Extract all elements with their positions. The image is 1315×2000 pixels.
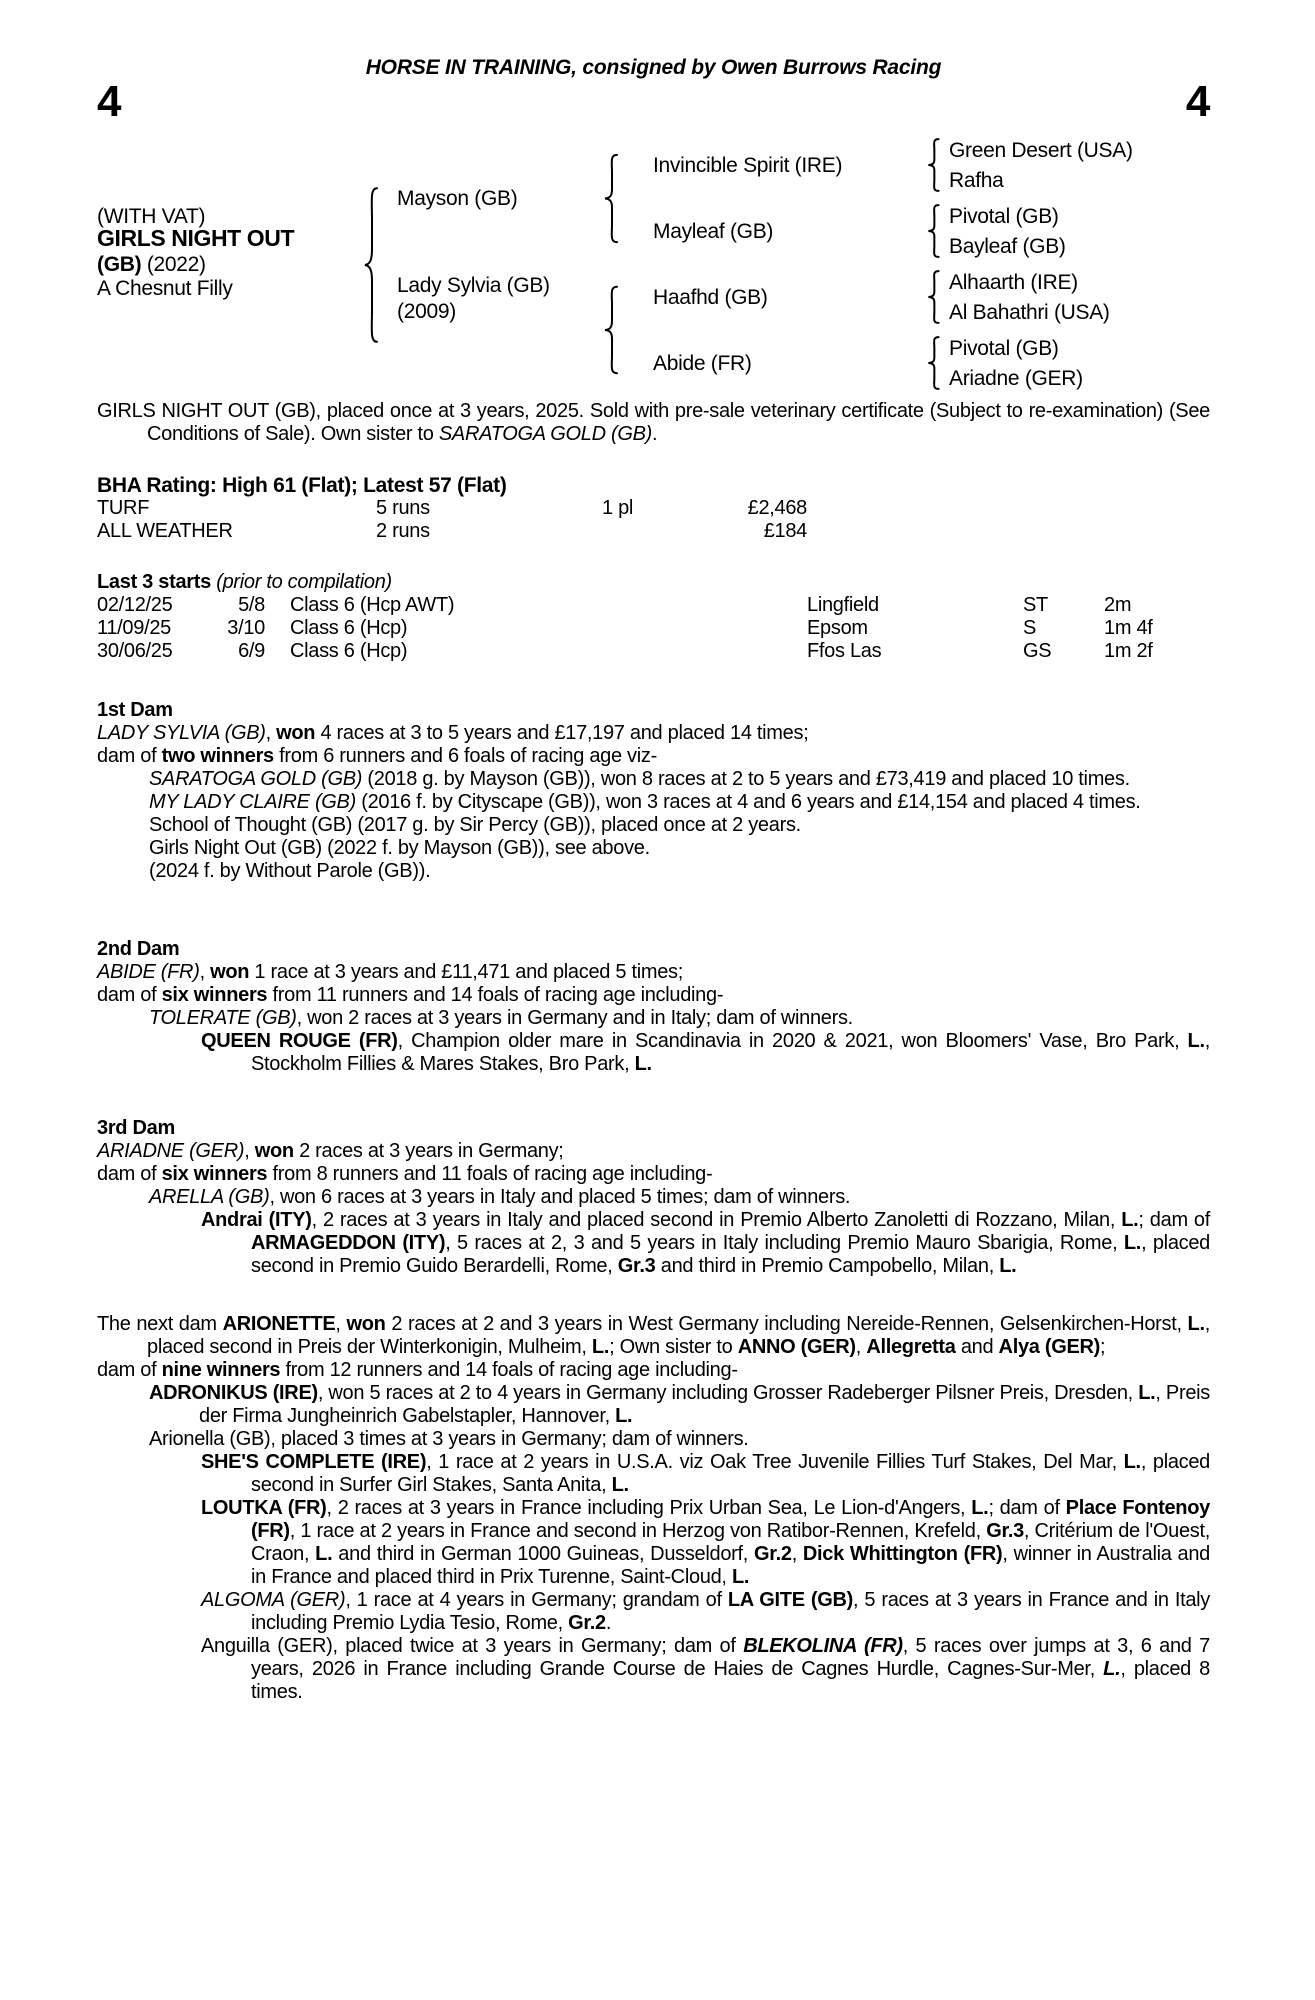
great-grandparent-name: Pivotal (GB) xyxy=(949,205,1059,228)
grandparent-name: Haafhd (GB) xyxy=(653,286,768,309)
text-run: (2016 f. by Cityscape (GB)), won 3 races at 4 and 6 years and £14,154 and placed 4 times. xyxy=(355,791,1141,813)
text-run: L. xyxy=(1187,1030,1205,1052)
text-run: BLEKOLINA (FR) xyxy=(743,1635,903,1657)
text-run: L. xyxy=(971,1497,989,1519)
text-run: ; dam of xyxy=(1138,1209,1210,1231)
text-run: L. xyxy=(615,1405,633,1427)
text-run: L. xyxy=(611,1474,629,1496)
text-run: ARMAGEDDON (ITY) xyxy=(251,1232,446,1254)
text-run: , xyxy=(199,961,211,983)
table-cell: 5 runs xyxy=(376,497,430,519)
text-run: (2018 g. by Mayson (GB)), won 8 races at 2 to 5 years and £73,419 and placed 10 times. xyxy=(362,768,1130,790)
dam-section-heading: 1st Dam xyxy=(97,699,173,721)
text-run: from 12 runners and 14 foals of racing age including- xyxy=(280,1359,738,1381)
text-run: L. xyxy=(731,1566,750,1588)
race-start-row xyxy=(97,594,1210,617)
text-run: , Critérium de l'Ouest, Craon, xyxy=(251,1520,1210,1565)
text-run: six winners xyxy=(161,984,268,1006)
last-3-starts-note: (prior to compilation) xyxy=(216,571,392,593)
text-run: L. xyxy=(1121,1209,1139,1231)
text-run: 4 races at 3 to 5 years and £17,197 and placed 14 times; xyxy=(315,722,809,744)
pedigree-brace xyxy=(361,185,381,345)
table-cell: Lingfield xyxy=(807,594,879,616)
pedigree-paragraph xyxy=(97,837,1210,860)
table-cell: 30/06/25 xyxy=(97,640,173,662)
last-3-starts-heading xyxy=(97,571,1210,594)
pedigree-paragraph xyxy=(97,814,1210,837)
great-grandparent-name: Al Bahathri (USA) xyxy=(949,301,1110,324)
text-run: ; xyxy=(1100,1336,1106,1358)
text-run: GIRLS NIGHT OUT (GB), placed once at 3 years, 2025. Sold with pre-sale veterinary certificate (Subject to re-examination) (See Conditions of Sale). Own sister to xyxy=(97,400,1210,445)
table-cell: GS xyxy=(1023,640,1052,662)
pedigree-paragraph xyxy=(97,745,1210,768)
text-run: , 2 races at 3 years in France including Prix Urban Sea, Le Lion-d'Angers, xyxy=(326,1497,972,1519)
text-run: , xyxy=(791,1543,803,1565)
text-run: Girls Night Out (GB) (2022 f. by Mayson (GB)), see above. xyxy=(149,837,650,859)
text-run: won xyxy=(346,1313,386,1335)
great-grandparent-name: Rafha xyxy=(949,169,1004,192)
text-run: . xyxy=(652,423,658,445)
pedigree-brace xyxy=(601,285,621,375)
text-run: Andrai (ITY) xyxy=(201,1209,312,1231)
horse-sex: A Chesnut Filly xyxy=(97,277,233,300)
grandparent-name: Abide (FR) xyxy=(653,352,752,375)
text-run: , 5 races at 3 years in France and in Italy including Premio Lydia Tesio, Rome, xyxy=(251,1589,1211,1634)
text-run: , 5 races at 2, 3 and 5 years in Italy including Premio Mauro Sbarigia, Rome, xyxy=(445,1232,1124,1254)
text-run: , xyxy=(335,1313,347,1335)
table-cell: 11/09/25 xyxy=(97,617,171,639)
pedigree-paragraph xyxy=(97,984,1210,1007)
text-run: , 2 races at 3 years in Italy and placed second in Premio Alberto Zanoletti di Rozzano, Milan, xyxy=(311,1209,1122,1231)
text-run: and third in Premio Campobello, Milan, xyxy=(655,1255,1000,1277)
bha-rating-table xyxy=(97,497,1210,543)
text-run: L. xyxy=(1138,1382,1156,1404)
text-run: Alya (GER) xyxy=(998,1336,1101,1358)
pedigree-paragraph xyxy=(97,1451,1210,1497)
text-run: Gr.3 xyxy=(617,1255,656,1277)
pedigree-paragraph xyxy=(97,722,1210,745)
pedigree-paragraph xyxy=(97,1163,1210,1186)
pedigree-brace xyxy=(925,138,942,192)
text-run: LOUTKA (FR) xyxy=(201,1497,327,1519)
table-cell: 2 runs xyxy=(376,520,430,542)
pedigree-paragraph xyxy=(97,1030,1210,1076)
pedigree-paragraph xyxy=(97,961,1210,984)
text-run: L. xyxy=(634,1053,652,1075)
grandparent-name: Invincible Spirit (IRE) xyxy=(653,154,843,177)
horse-country: (GB) xyxy=(97,253,142,276)
text-run: Dick Whittington (FR) xyxy=(802,1543,1003,1565)
text-run: 1 race at 3 years and £11,471 and placed 5 times; xyxy=(249,961,683,983)
text-run: , placed second in Preis der Winterkonigin, Mulheim, xyxy=(147,1313,1210,1358)
text-run: ALGOMA (GER) xyxy=(201,1589,346,1611)
table-cell: S xyxy=(1023,617,1037,639)
text-run: ; dam of xyxy=(988,1497,1066,1519)
pedigree-paragraph xyxy=(97,1313,1210,1359)
horse-description xyxy=(97,400,1210,446)
page-title: HORSE IN TRAINING, consigned by Owen Burrows Racing xyxy=(365,56,942,79)
lot-number-row xyxy=(97,77,1210,130)
dam-section xyxy=(97,699,1210,883)
text-run: Allegretta xyxy=(866,1336,956,1358)
text-run: L. xyxy=(1187,1313,1205,1335)
text-run: QUEEN ROUGE (FR) xyxy=(201,1030,398,1052)
table-cell: Ffos Las xyxy=(807,640,882,662)
text-run: ARIADNE (GER) xyxy=(97,1140,245,1162)
dam-sections xyxy=(97,699,1210,1704)
text-run: ; Own sister to xyxy=(609,1336,738,1358)
text-run: Place Fontenoy (FR) xyxy=(251,1497,1210,1542)
text-run: (2024 f. by Without Parole (GB)). xyxy=(149,860,431,882)
table-cell: Class 6 (Hcp) xyxy=(290,617,408,639)
horse-name: GIRLS NIGHT OUT xyxy=(97,225,295,251)
lot-number-left: 4 xyxy=(97,77,122,126)
text-run: , winner in Australia and in France and placed third in Prix Turenne, Saint-Cloud, xyxy=(251,1543,1210,1588)
sire-name: Mayson (GB) xyxy=(397,187,518,210)
dam-name: Lady Sylvia (GB) xyxy=(397,274,550,297)
table-cell: Class 6 (Hcp) xyxy=(290,640,408,662)
last-3-starts-block xyxy=(97,571,1210,663)
text-run: two winners xyxy=(161,745,274,767)
table-cell: ALL WEATHER xyxy=(97,520,233,542)
text-run: , placed second in Surfer Girl Stakes, Santa Anita, xyxy=(251,1451,1211,1496)
pedigree-brace xyxy=(925,204,942,258)
text-run: ANNO (GER) xyxy=(737,1336,856,1358)
great-grandparent-name: Alhaarth (IRE) xyxy=(949,271,1078,294)
text-run: L. xyxy=(1103,1658,1121,1680)
text-run: from 11 runners and 14 foals of racing age including- xyxy=(267,984,724,1006)
table-cell: 02/12/25 xyxy=(97,594,173,616)
text-run: 2 races at 3 years in Germany; xyxy=(293,1140,564,1162)
table-cell: Epsom xyxy=(807,617,868,639)
text-run: Gr.3 xyxy=(986,1520,1024,1542)
horse-year: (2022) xyxy=(146,253,206,276)
table-cell: ST xyxy=(1023,594,1048,616)
text-run: L. xyxy=(591,1336,610,1358)
table-cell: 6/9 xyxy=(238,640,265,662)
text-run: ABIDE (FR) xyxy=(97,961,200,983)
text-run: won xyxy=(276,722,316,744)
pedigree-paragraph xyxy=(97,1428,1210,1451)
text-run: dam of xyxy=(97,1163,162,1185)
pedigree-paragraph xyxy=(97,1589,1210,1635)
last-3-starts-table xyxy=(97,594,1210,663)
last-3-starts-title: Last 3 starts xyxy=(97,571,217,593)
pedigree-paragraph xyxy=(97,1007,1210,1030)
text-run: dam of xyxy=(97,1359,162,1381)
grandparent-name: Mayleaf (GB) xyxy=(653,220,774,243)
great-grandparent-name: Pivotal (GB) xyxy=(949,337,1059,360)
race-start-row xyxy=(97,640,1210,663)
text-run: Gr.2 xyxy=(568,1612,606,1634)
table-cell: £184 xyxy=(763,520,807,542)
great-grandparent-name: Bayleaf (GB) xyxy=(949,235,1066,258)
pedigree-paragraph xyxy=(97,1186,1210,1209)
text-run: TOLERATE (GB) xyxy=(149,1007,297,1029)
text-run: , Preis der Firma Jungheinrich Gabelstapler, Hannover, xyxy=(199,1382,1210,1427)
table-cell: 1m 2f xyxy=(1104,640,1153,662)
table-cell: £2,468 xyxy=(747,497,807,519)
text-run: , Stockholm Fillies & Mares Stakes, Bro Park, xyxy=(251,1030,1210,1075)
pedigree-brace xyxy=(925,336,942,390)
pedigree-paragraph xyxy=(97,1140,1210,1163)
text-run: , 5 races over jumps at 3, 6 and 7 years, 2026 in France including Grande Course de Haies de Cagnes Hurdle, Cagnes-Sur-Mer, xyxy=(251,1635,1211,1680)
text-run: won xyxy=(210,961,250,983)
dam-section xyxy=(97,1117,1210,1278)
text-run: Gr.2 xyxy=(753,1543,792,1565)
text-run: L. xyxy=(999,1255,1017,1277)
table-cell: 1m 4f xyxy=(1104,617,1153,639)
text-run: dam of xyxy=(97,745,162,767)
dam-section-heading: 2nd Dam xyxy=(97,938,180,960)
dam-year: (2009) xyxy=(397,300,456,323)
text-run: , placed second in Premio Guido Berardelli, Rome, xyxy=(251,1232,1210,1277)
text-run: LADY SYLVIA (GB) xyxy=(97,722,266,744)
text-run: L. xyxy=(315,1543,333,1565)
text-run: ADRONIKUS (IRE) xyxy=(149,1382,318,1404)
pedigree-paragraph xyxy=(97,768,1210,791)
text-run: SARATOGA GOLD (GB) xyxy=(149,768,363,790)
table-cell: 1 pl xyxy=(602,497,634,519)
dam-section xyxy=(97,1313,1210,1704)
race-start-row xyxy=(97,617,1210,640)
text-run: , placed 8 times. xyxy=(251,1658,1210,1703)
text-run: , xyxy=(855,1336,867,1358)
pedigree-chart xyxy=(97,130,1210,392)
text-run: won xyxy=(254,1140,294,1162)
text-run: LA GITE (GB) xyxy=(727,1589,854,1611)
bha-rating-heading: BHA Rating: High 61 (Flat); Latest 57 (Flat) xyxy=(97,474,507,497)
pedigree-paragraph xyxy=(97,860,1210,883)
table-cell: 5/8 xyxy=(238,594,265,616)
text-run: and xyxy=(955,1336,999,1358)
pedigree-brace xyxy=(925,270,942,324)
great-grandparent-name: Green Desert (USA) xyxy=(949,139,1133,162)
text-run: , Champion older mare in Scandinavia in 2020 & 2021, won Bloomers' Vase, Bro Park, xyxy=(397,1030,1188,1052)
pedigree-paragraph xyxy=(97,1497,1210,1589)
text-run: , won 2 races at 3 years in Germany and in Italy; dam of winners. xyxy=(296,1007,853,1029)
pedigree-brace xyxy=(601,153,621,244)
text-run: nine winners xyxy=(161,1359,281,1381)
dam-section xyxy=(97,938,1210,1076)
text-run: , 1 race at 2 years in U.S.A. viz Oak Tree Juvenile Fillies Turf Stakes, Del Mar, xyxy=(426,1451,1124,1473)
text-run: , xyxy=(265,722,277,744)
text-run: from 6 runners and 6 foals of racing age viz- xyxy=(273,745,657,767)
text-run: L. xyxy=(1123,1451,1141,1473)
dam-section-heading: 3rd Dam xyxy=(97,1117,175,1139)
with-vat-note: (WITH VAT) xyxy=(97,205,206,228)
text-run: from 8 runners and 11 foals of racing age including- xyxy=(267,1163,713,1185)
horse-country-year xyxy=(97,254,206,276)
text-run: , won 5 races at 2 to 4 years in Germany including Grosser Radeberger Pilsner Preis, Dresden, xyxy=(317,1382,1139,1404)
text-run: ARIONETTE xyxy=(222,1313,336,1335)
text-run: School of Thought (GB) (2017 g. by Sir Percy (GB)), placed once at 2 years. xyxy=(149,814,801,836)
pedigree-paragraph xyxy=(97,791,1210,814)
table-cell: 3/10 xyxy=(227,617,265,639)
text-run: , 1 race at 2 years in France and second in Herzog von Ratibor-Rennen, Krefeld, xyxy=(289,1520,987,1542)
text-run: , 1 race at 4 years in Germany; grandam of xyxy=(345,1589,728,1611)
pedigree-paragraph xyxy=(97,1359,1210,1382)
pedigree-paragraph xyxy=(97,1635,1210,1704)
pedigree-paragraph xyxy=(97,1209,1210,1278)
text-run: , xyxy=(244,1140,255,1162)
text-run: Arionella (GB), placed 3 times at 3 years in Germany; dam of winners. xyxy=(149,1428,749,1450)
table-cell: 2m xyxy=(1104,594,1132,616)
text-run: The next dam xyxy=(97,1313,223,1335)
pedigree-paragraph xyxy=(97,1382,1210,1428)
great-grandparent-name: Ariadne (GER) xyxy=(949,367,1083,390)
text-run: and third in German 1000 Guineas, Dusseldorf, xyxy=(332,1543,754,1565)
text-run: SARATOGA GOLD (GB) xyxy=(438,423,653,445)
bha-rating-row xyxy=(97,497,1210,520)
table-cell: Class 6 (Hcp AWT) xyxy=(290,594,455,616)
text-run: , won 6 races at 3 years in Italy and placed 5 times; dam of winners. xyxy=(269,1186,851,1208)
text-run: dam of xyxy=(97,984,162,1006)
text-run: 2 races at 2 and 3 years in West Germany including Nereide-Rennen, Gelsenkirchen-Horst, xyxy=(385,1313,1188,1335)
bha-rating-row xyxy=(97,520,1210,543)
text-run: MY LADY CLAIRE (GB) xyxy=(149,791,356,813)
lot-number-right: 4 xyxy=(1185,77,1210,126)
table-cell: TURF xyxy=(97,497,150,519)
text-run: . xyxy=(605,1612,612,1634)
text-run: SHE'S COMPLETE (IRE) xyxy=(201,1451,427,1473)
text-run: Anguilla (GER), placed twice at 3 years in Germany; dam of xyxy=(201,1635,744,1657)
text-run: six winners xyxy=(161,1163,268,1185)
text-run: ARELLA (GB) xyxy=(149,1186,270,1208)
text-run: L. xyxy=(1123,1232,1142,1254)
bha-rating-block xyxy=(97,474,1210,543)
